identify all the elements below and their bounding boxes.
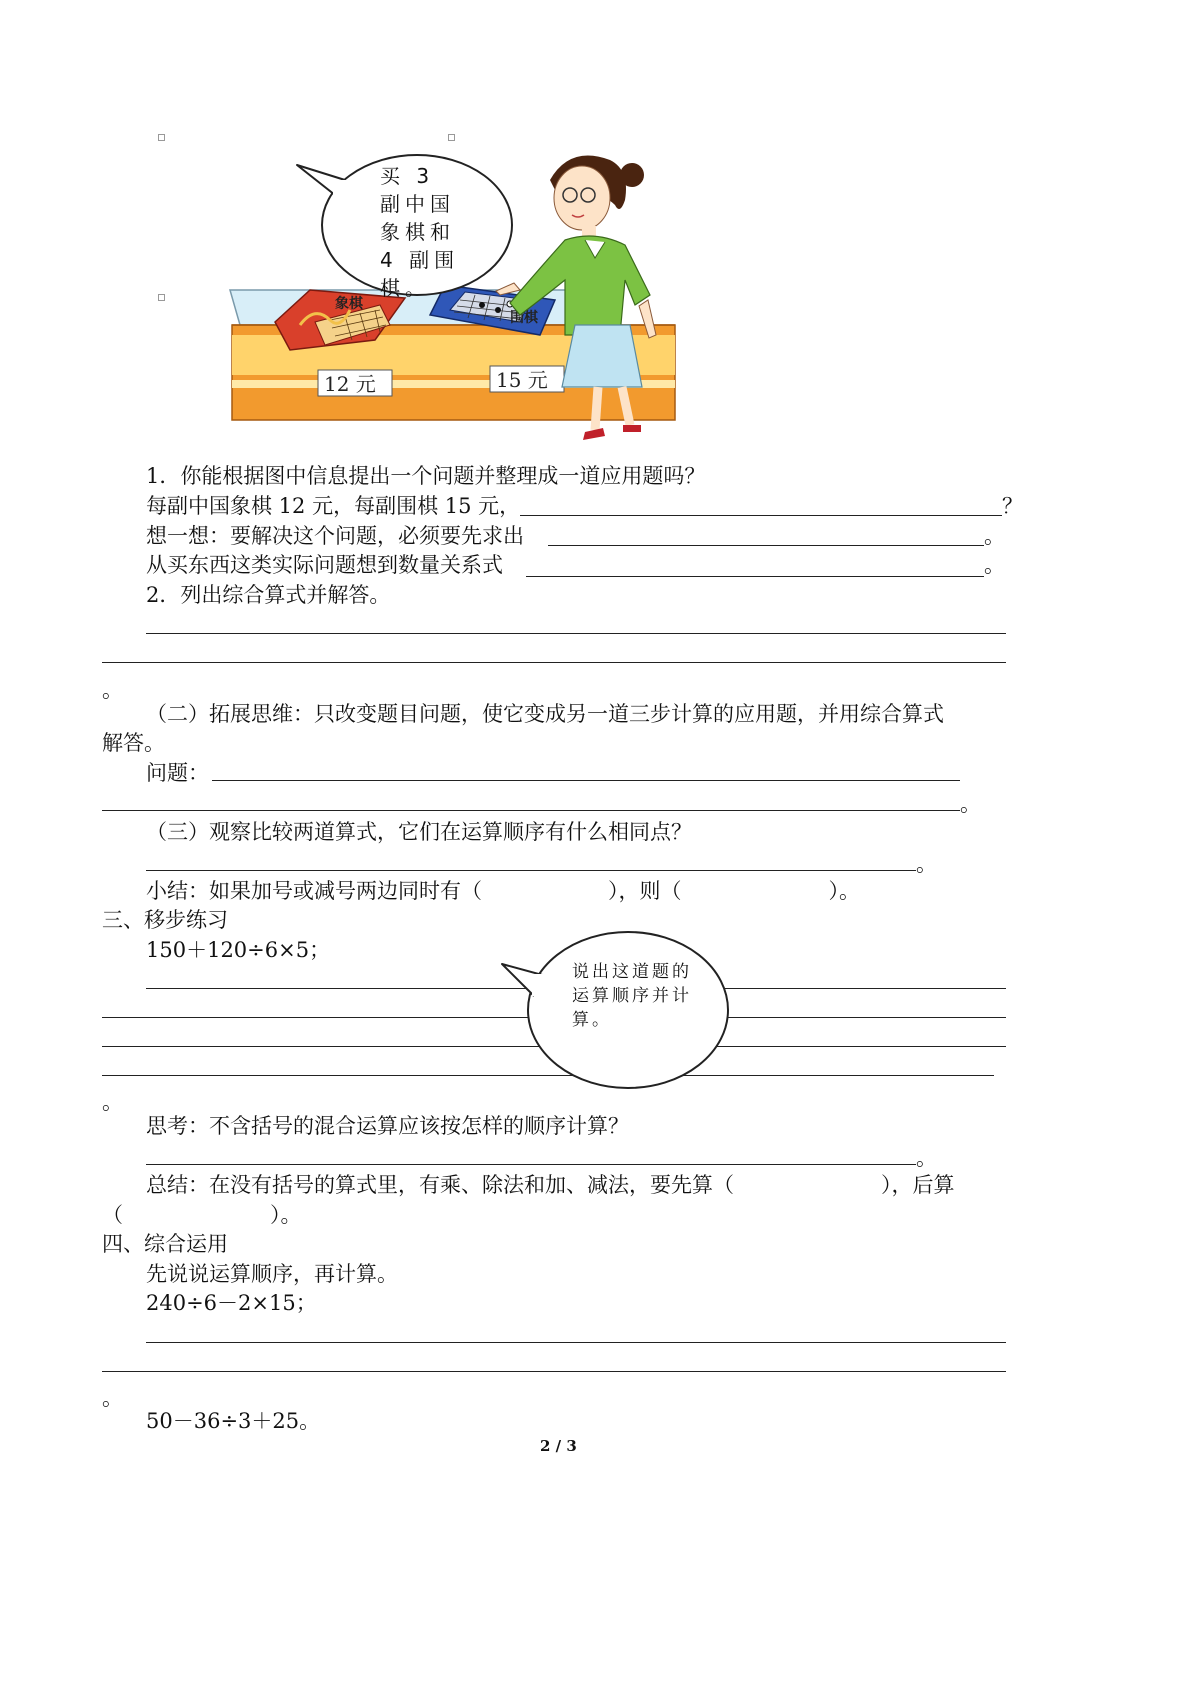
compare-end: 。 xyxy=(916,852,937,876)
compare-answer-line[interactable] xyxy=(146,870,916,871)
extend-question-label: 问题： xyxy=(146,761,209,785)
q1-think-blank[interactable] xyxy=(548,545,984,546)
section3-summary-cont: （ ）。 xyxy=(102,1203,302,1227)
page-number: 2 / 3 xyxy=(540,1437,577,1455)
chess-box-label: 象棋 xyxy=(335,296,363,312)
q1-given: 每副中国象棋 12 元，每副围棋 15 元， xyxy=(146,494,521,518)
q2-end: 。 xyxy=(102,678,123,702)
q1-given-end: ？ xyxy=(1002,494,1023,518)
extend-end: 。 xyxy=(960,792,981,816)
chess-price-tag: 12 元 xyxy=(324,372,376,396)
section3-summary: 总结：在没有括号的算式里，有乘、除法和加、减法，要先算（ ），后算 xyxy=(146,1173,955,1197)
section3-think-end: 。 xyxy=(916,1146,937,1170)
layout-marker xyxy=(158,134,165,141)
section3-title: 三、移步练习 xyxy=(102,908,228,932)
q2-answer-line[interactable] xyxy=(146,633,1006,634)
extend-text-cont: 解答。 xyxy=(102,731,165,755)
q1-relation-blank[interactable] xyxy=(526,576,984,577)
extend-answer-line[interactable] xyxy=(102,810,960,811)
q1-relation: 从买东西这类实际问题想到数量关系式 xyxy=(146,553,503,577)
section3-think: 思考：不含括号的混合运算应该按怎样的顺序计算？ xyxy=(146,1114,629,1138)
go-price-tag: 15 元 xyxy=(496,368,548,392)
section4-answer-line[interactable] xyxy=(146,1342,1006,1343)
section4-answer-line[interactable] xyxy=(102,1371,1006,1372)
section4-expr1: 240÷6－2×15； xyxy=(146,1291,317,1315)
section4-instruction: 先说说运算顺序，再计算。 xyxy=(146,1262,398,1286)
compare-summary: 小结：如果加号或减号两边同时有（ ），则（ ）。 xyxy=(146,879,860,903)
speech-bubble-2-text: 说出这道题的运算顺序并计算。 xyxy=(572,962,692,1030)
extend-question-blank[interactable] xyxy=(212,780,960,781)
compare-text: （三）观察比较两道算式，它们在运算顺序有什么相同点？ xyxy=(146,820,692,844)
section4-title: 四、综合运用 xyxy=(102,1232,228,1256)
extend-text: （二）拓展思维：只改变题目问题，使它变成另一道三步计算的应用题，并用综合算式 xyxy=(146,702,944,726)
q1-relation-end: 。 xyxy=(984,553,1005,577)
q2-answer-line[interactable] xyxy=(102,662,1006,663)
section4-end: 。 xyxy=(102,1386,123,1410)
go-box-label: 围棋 xyxy=(510,310,538,326)
q1-think: 想一想：要解决这个问题，必须要先求出 xyxy=(146,524,524,548)
section3-expr: 150＋120÷6×5； xyxy=(146,938,331,962)
section4-expr2: 50－36÷3＋25。 xyxy=(146,1409,321,1433)
q1-think-end: 。 xyxy=(984,524,1005,548)
q1-prompt: 1．你能根据图中信息提出一个问题并整理成一道应用题吗？ xyxy=(146,464,706,488)
layout-marker xyxy=(158,294,165,301)
section3-think-answer-line[interactable] xyxy=(146,1164,916,1165)
speech-bubble-text: 买 3 副中国象棋和 4 副围棋。 xyxy=(380,164,460,300)
q2-prompt: 2．列出综合算式并解答。 xyxy=(146,583,391,607)
q1-question-blank[interactable] xyxy=(520,515,1002,516)
section3-end: 。 xyxy=(102,1090,123,1114)
